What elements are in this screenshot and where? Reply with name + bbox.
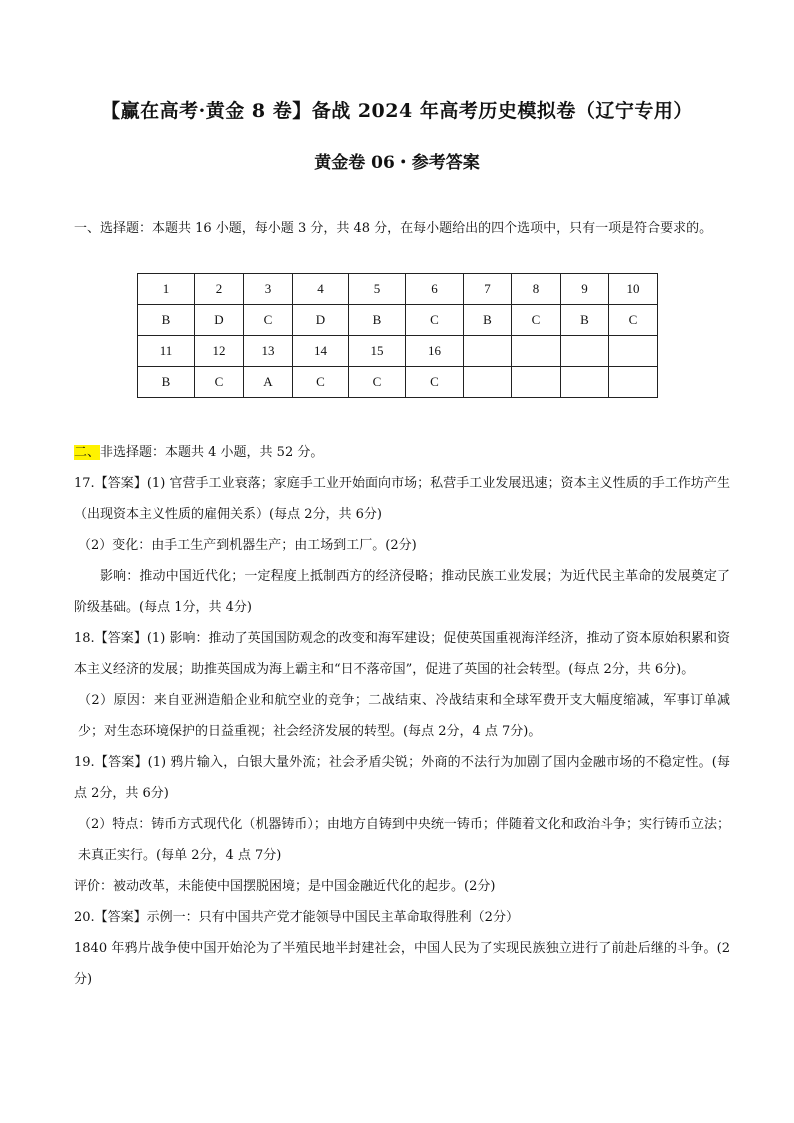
table-cell: 5 bbox=[349, 274, 406, 305]
table-cell: C bbox=[406, 305, 464, 336]
table-cell: C bbox=[609, 305, 658, 336]
section2-heading-text: 非选择题：本题共 4 小题，共 52 分。 bbox=[100, 445, 324, 460]
highlighted-prefix: 二、 bbox=[74, 445, 101, 460]
table-cell: 9 bbox=[561, 274, 609, 305]
table-row bbox=[138, 274, 658, 305]
table-cell: 1 bbox=[138, 274, 195, 305]
table-cell: C bbox=[349, 367, 406, 398]
table-cell bbox=[561, 367, 609, 398]
table-cell bbox=[464, 367, 512, 398]
table-cell: A bbox=[244, 367, 293, 398]
table-cell: B bbox=[138, 305, 195, 336]
q17-part3: 影响：推动中国近代化；一定程度上抵制西方的经济侵略；推动民族工业发展；为近代民主革命的发展奠定了阶级基础。(每点 1分，共 4分) bbox=[74, 569, 730, 615]
table-cell bbox=[512, 367, 561, 398]
q17-part1: 17.【答案】(1) 官营手工业衰落；家庭手工业开始面向市场；私营手工业发展迅速；资本主义性质的手工作坊产生（出现资本主义性质的雇佣关系）(每点 2分，共 6分) bbox=[74, 476, 730, 522]
table-cell: 6 bbox=[406, 274, 464, 305]
q18-part2: （2）原因：来自亚洲造船企业和航空业的竞争；二战结束、冷战结束和全球军费开支大幅度缩减，军事订单减少；对生态环境保护的日益重视；社会经济发展的转型。(每点 2分，4 点 7分)。 bbox=[78, 693, 730, 739]
table-cell: 10 bbox=[609, 274, 658, 305]
table-cell: B bbox=[138, 367, 195, 398]
table-cell: 4 bbox=[293, 274, 349, 305]
table-cell: 7 bbox=[464, 274, 512, 305]
table-cell: D bbox=[293, 305, 349, 336]
q20-part2: 1840 年鸦片战争使中国开始沦为了半殖民地半封建社会，中国人民为了实现民族独立进行了前赴后继的斗争。(2分) bbox=[74, 941, 730, 987]
page-title: 【赢在高考·黄金 8 卷】备战 2024 年高考历史模拟卷（辽宁专用） bbox=[101, 100, 693, 122]
table-cell: B bbox=[464, 305, 512, 336]
answer-table bbox=[137, 273, 658, 398]
q19-part2: （2）特点：铸币方式现代化（机器铸币）；由地方自铸到中央统一铸币；伴随着文化和政治斗争；实行铸币立法；未真正实行。(每单 2分，4 点 7分) bbox=[78, 817, 730, 863]
table-cell: 11 bbox=[138, 336, 195, 367]
table-cell bbox=[561, 336, 609, 367]
table-cell: B bbox=[561, 305, 609, 336]
table-cell: 15 bbox=[349, 336, 406, 367]
q19-part1: 19.【答案】(1) 鸦片输入，白银大量外流；社会矛盾尖锐；外商的不法行为加剧了国内金融市场的不稳定性。(每点 2分，共 6分) bbox=[74, 755, 730, 801]
table-cell bbox=[464, 336, 512, 367]
table-cell: 8 bbox=[512, 274, 561, 305]
table-cell: 3 bbox=[244, 274, 293, 305]
q17-part2: （2）变化：由手工生产到机器生产；由工场到工厂。(2分) bbox=[78, 538, 417, 553]
table-cell bbox=[609, 336, 658, 367]
section2-heading bbox=[74, 437, 730, 468]
table-cell: 14 bbox=[293, 336, 349, 367]
table-cell: C bbox=[406, 367, 464, 398]
table-cell: C bbox=[512, 305, 561, 336]
table-row bbox=[138, 305, 658, 336]
table-cell: B bbox=[349, 305, 406, 336]
table-cell: 16 bbox=[406, 336, 464, 367]
table-cell: 2 bbox=[195, 274, 244, 305]
section1-intro: 一、选择题：本题共 16 小题，每小题 3 分，共 48 分，在每小题给出的四个选项中，只有一项是符合要求的。 bbox=[74, 221, 713, 236]
table-cell bbox=[609, 367, 658, 398]
table-cell: C bbox=[244, 305, 293, 336]
answer-body bbox=[74, 437, 730, 995]
table-cell: 12 bbox=[195, 336, 244, 367]
q19-part3: 评价：被动改革，未能使中国摆脱困境；是中国金融近代化的起步。(2分) bbox=[74, 879, 496, 894]
table-cell: C bbox=[195, 367, 244, 398]
table-cell: D bbox=[195, 305, 244, 336]
table-row bbox=[138, 367, 658, 398]
page-subtitle: 黄金卷 06・参考答案 bbox=[314, 153, 480, 173]
table-cell: 13 bbox=[244, 336, 293, 367]
q18-part1: 18.【答案】(1) 影响：推动了英国国防观念的改变和海军建设；促使英国重视海洋经济，推动了资本原始积累和资本主义经济的发展；助推英国成为海上霸主和“日不落帝国”，促进了英国的社会转型。(每点 2分，共 6分)。 bbox=[74, 631, 730, 677]
q20-part1: 20.【答案】示例一：只有中国共产党才能领导中国民主革命取得胜利（2分） bbox=[74, 910, 519, 925]
table-cell bbox=[512, 336, 561, 367]
table-row bbox=[138, 336, 658, 367]
table-cell: C bbox=[293, 367, 349, 398]
